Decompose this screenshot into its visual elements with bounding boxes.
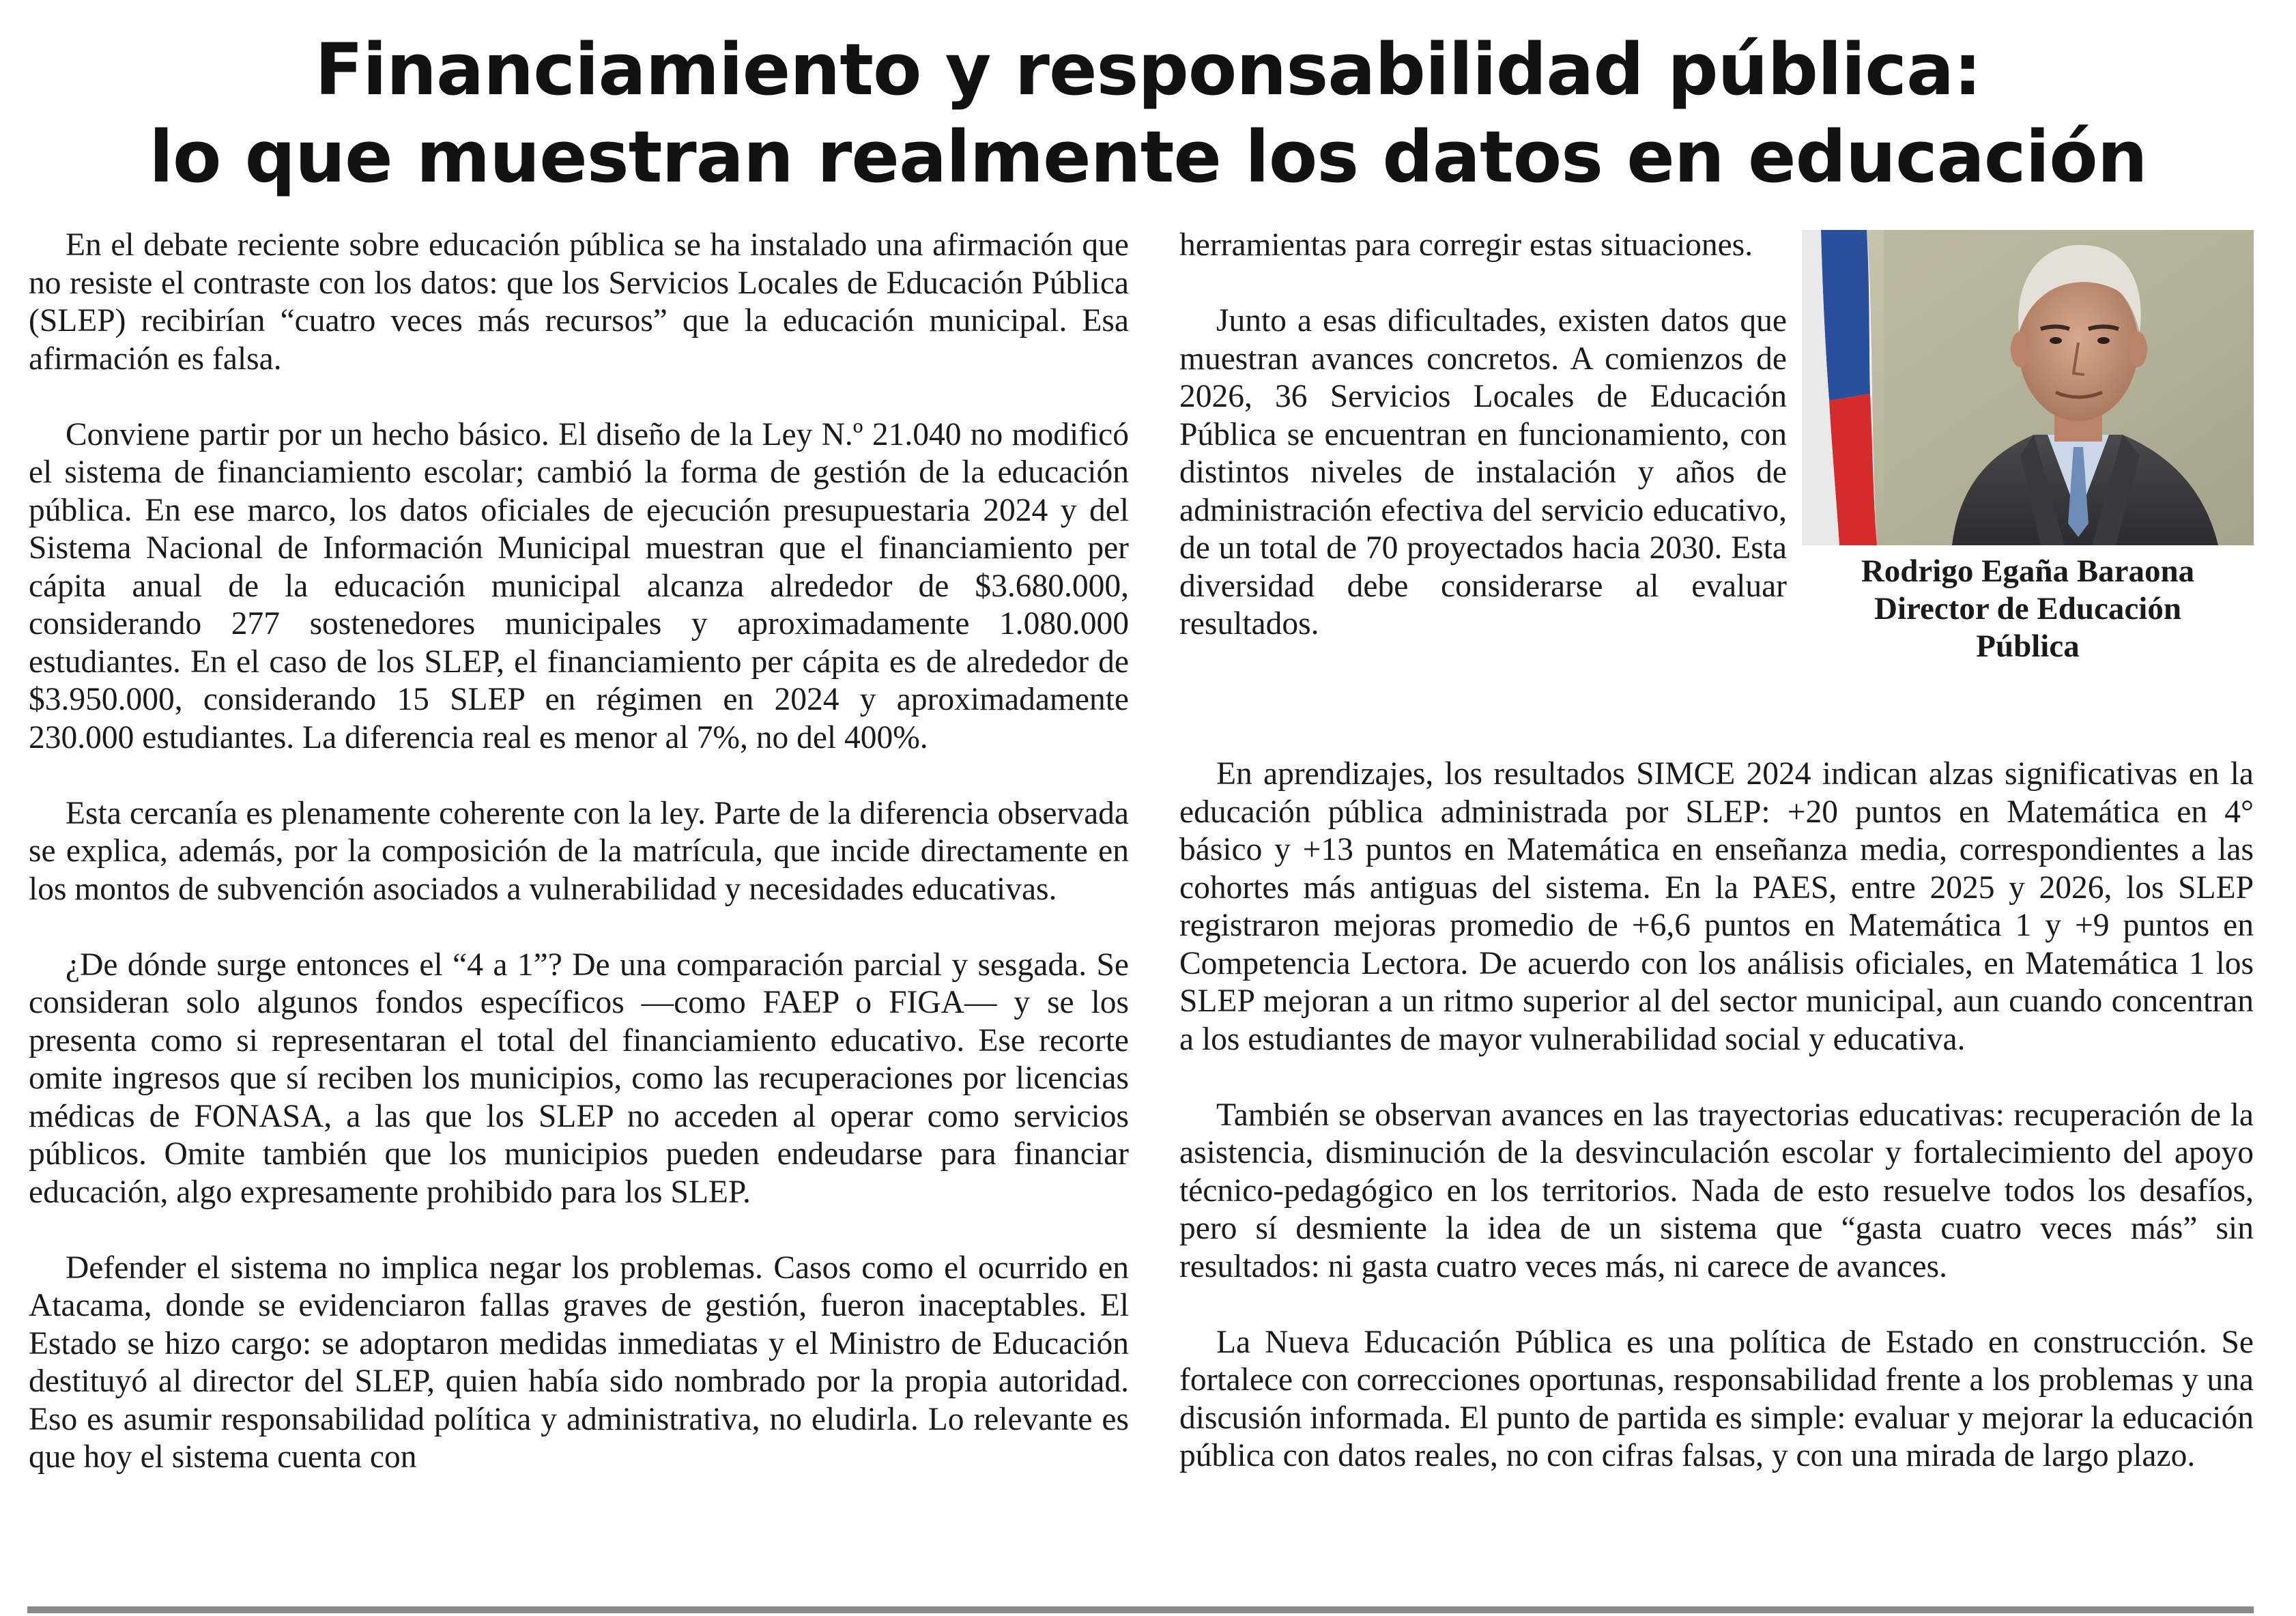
author-name: Rodrigo Egaña Baraona (1861, 553, 2195, 589)
author-photo (1802, 230, 2254, 545)
headline-line-1: Financiamiento y responsabilidad pública: (315, 28, 1981, 111)
middle-column (1179, 227, 1787, 681)
right-column (1179, 755, 2254, 1513)
paragraph: La Nueva Educación Pública es una política de Estado en construcción. Se fortalece con correcciones oportunas, responsabilidad frente a los problemas y una discusión informada. El punto de partida es simple: evaluar y mejorar la educación pública con datos reales, no con cifras falsas, y con una mirada de largo plazo. (1179, 1324, 2254, 1473)
paragraph: Conviene partir por un hecho básico. El diseño de la Ley N.º 21.040 no modificó el sistema de financiamiento escolar; cambió la forma de gestión de la educación pública. En ese marco, los datos oficiales de ejecución presupuestaria 2024 y del Sistema Nacional de Información Municipal muestran que el financiamiento per cápita anual de la educación municipal alcanza alrededor de $3.680.000, considerando 277 sostenedores municipales y aproximadamente 1.080.000 estudiantes. En el caso de los SLEP, el financiamiento per cápita es de alrededor de $3.950.000, considerando 15 SLEP en régimen en 2024 y aproximadamente 230.000 estudiantes. La diferencia real es menor al 7%, no del 400%. (29, 416, 1129, 755)
author-caption (1802, 553, 2254, 665)
author-title-line-2: Pública (1976, 629, 2080, 664)
paragraph: También se observan avances en las trayectorias educativas: recuperación de la asistencia, disminución de la desvinculación escolar y fortalecimiento del apoyo técnico-pedagógico en los territorios. Nada de esto resuelve todos los desafíos, pero sí desmiente la idea de un sistema que “gasta cuatro veces más” sin resultados: ni gasta cuatro veces más, ni carece de avances. (1179, 1097, 2254, 1284)
headline-line-2: lo que muestran realmente los datos en educación (149, 115, 2147, 199)
paragraph-continuation: herramientas para corregir estas situaciones. (1179, 227, 1753, 263)
paragraph: En aprendizajes, los resultados SIMCE 2024 indican alzas significativas en la educación pública administrada por SLEP: +20 puntos en Matemática en 4° básico y +13 puntos en Matemática en enseñanza media, correspondientes a las cohortes más antiguas del sistema. En la PAES, entre 2025 y 2026, los SLEP registraron mejoras promedio de +6,6 puntos en Matemática 1 y +9 puntos en Competencia Lectora. De acuerdo con los análisis oficiales, en Matemática 1 los SLEP mejoran a un ritmo superior al del sector municipal, aun cuando concentran a los estudiantes de mayor vulnerabilidad social y educativa. (1179, 756, 2254, 1057)
paragraph: Junto a esas dificultades, existen datos que muestran avances concretos. A comienzos de 2026, 36 Servicios Locales de Educación Pública se encuentran en funcionamiento, con distintos niveles de instalación y años de administración efectiva del servicio educativo, de un total de 70 proyectados hacia 2030. Esta diversidad debe considerarse al evaluar resultados. (1179, 303, 1787, 641)
paragraph: ¿De dónde surge entonces el “4 a 1”? De una comparación parcial y sesgada. Se consideran solo algunos fondos específicos —como FAEP o FIGA— y se los presenta como si representaran el total del financiamiento educativo. Ese recorte omite ingresos que sí reciben los municipios, como las recuperaciones por licencias médicas de FONASA, a las que los SLEP no acceden al operar como servicios públicos. Omite también que los municipios pueden endeudarse para financiar educación, algo expresamente prohibido para los SLEP. (29, 947, 1129, 1210)
left-column (29, 227, 1129, 1514)
bottom-rule (27, 1606, 2254, 1613)
author-portrait-illustration (1802, 230, 2254, 545)
paragraph: En el debate reciente sobre educación pública se ha instalado una afirmación que no resiste el contraste con los datos: que los Servicios Locales de Educación Pública (SLEP) recibirían “cuatro veces más recursos” que la educación municipal. Esa afirmación es falsa. (29, 227, 1129, 377)
paragraph: Esta cercanía es plenamente coherente con la ley. Parte de la diferencia observada se explica, además, por la composición de la matrícula, que incide directamente en los montos de subvención asociados a vulnerabilidad y necesidades educativas. (29, 795, 1129, 907)
author-title-line-1: Director de Educación (1874, 591, 2181, 626)
headline (0, 26, 2296, 201)
paragraph: Defender el sistema no implica negar los problemas. Casos como el ocurrido en Atacama, donde se evidenciaron fallas graves de gestión, fueron inaceptables. El Estado se hizo cargo: se adoptaron medidas inmediatas y el Ministro de Educación destituyó al director del SLEP, quien había sido nombrado por la propia autoridad. Eso es asumir responsabilidad política y administrativa, no eludirla. Lo relevante es que hoy el sistema cuenta con (29, 1250, 1129, 1475)
flag-blue-field (1821, 230, 1870, 401)
